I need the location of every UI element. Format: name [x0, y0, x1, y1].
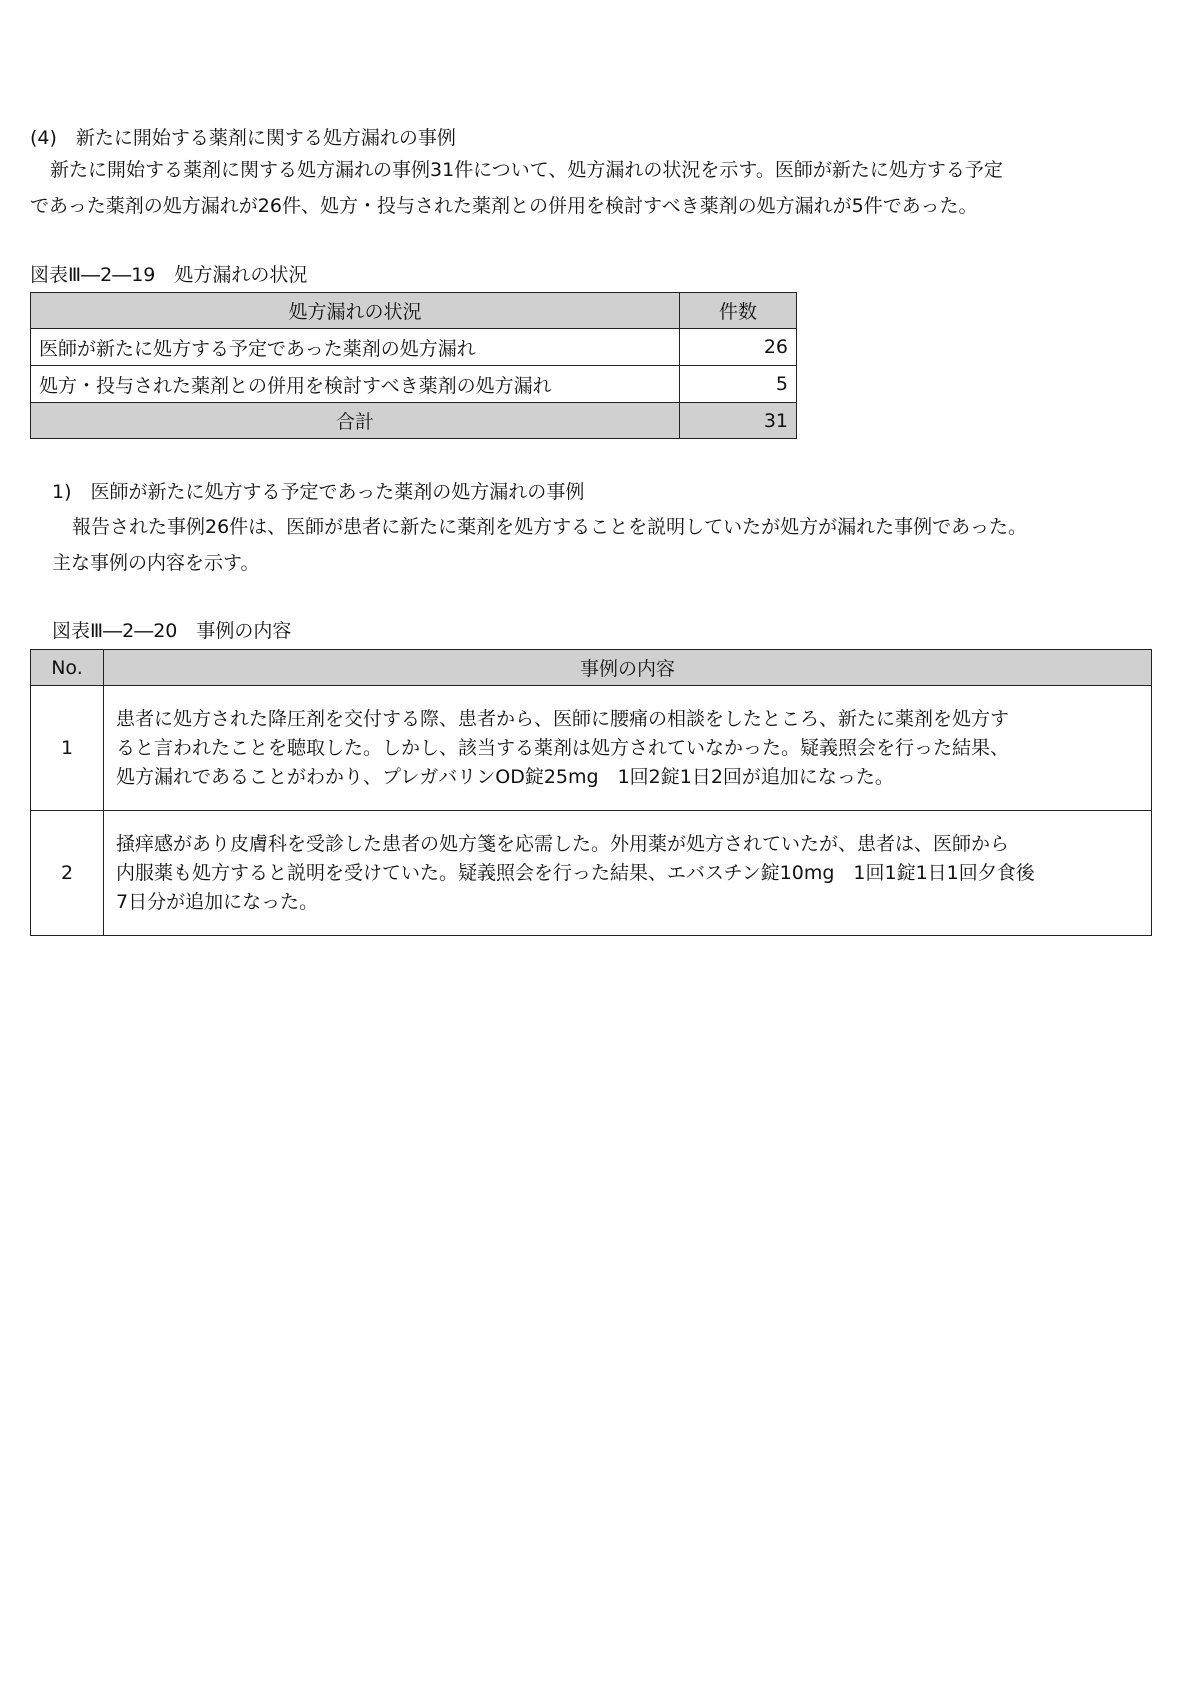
table-header-row — [31, 650, 1152, 686]
paragraph-line: 報告された事例26件は、医師が患者に新たに薬剤を処方することを説明していたが処方が漏れた事例であった。 — [72, 516, 1027, 538]
case-content-table — [30, 649, 1152, 936]
content-line: 処方漏れであることがわかり、プレガバリンOD錠25mg 1回2錠1日2回が追加になった。 — [116, 765, 894, 788]
section-paragraph — [30, 152, 1003, 224]
section-heading: (4) 新たに開始する薬剤に関する処方漏れの事例 — [30, 127, 456, 149]
content-line: 内服薬も処方すると説明を受けていた。疑義照会を行った結果、エバスチン錠10mg 1回1錠1日1回夕食後 — [116, 861, 1035, 884]
content-line: 掻痒感があり皮膚科を受診した患者の処方箋を応需した。外用薬が処方されていたが、患者は、医師から — [116, 832, 1010, 855]
subsection-paragraph — [52, 509, 1027, 581]
row-label: 医師が新たに処方する予定であった薬剤の処方漏れ — [31, 329, 680, 366]
header-no: No. — [31, 650, 104, 686]
table-row — [31, 686, 1152, 811]
paragraph-line: 主な事例の内容を示す。 — [52, 552, 260, 574]
case-no: 1 — [31, 686, 104, 811]
row-count: 26 — [680, 329, 797, 366]
header-count: 件数 — [680, 293, 797, 329]
table2-caption: 図表Ⅲ―2―20 事例の内容 — [52, 620, 292, 642]
table-row — [31, 366, 797, 403]
total-count: 31 — [680, 403, 797, 439]
content-line: 患者に処方された降圧剤を交付する際、患者から、医師に腰痛の相談をしたところ、新たに薬剤を処方す — [116, 707, 1010, 730]
header-status: 処方漏れの状況 — [31, 293, 680, 329]
table-header-row — [31, 293, 797, 329]
row-count: 5 — [680, 366, 797, 403]
case-content — [104, 811, 1152, 936]
case-content — [104, 686, 1152, 811]
table-row — [31, 811, 1152, 936]
table1-caption: 図表Ⅲ―2―19 処方漏れの状況 — [30, 264, 308, 286]
subsection-heading: 1) 医師が新たに処方する予定であった薬剤の処方漏れの事例 — [52, 481, 585, 503]
header-content: 事例の内容 — [104, 650, 1152, 686]
content-line: 7日分が追加になった。 — [116, 890, 319, 913]
content-line: ると言われたことを聴取した。しかし、該当する薬剤は処方されていなかった。疑義照会を行った結果、 — [116, 736, 1010, 759]
paragraph-line: であった薬剤の処方漏れが26件、処方・投与された薬剤との併用を検討すべき薬剤の処方漏れが5件であった。 — [30, 195, 978, 217]
total-row — [31, 403, 797, 439]
paragraph-line: 新たに開始する薬剤に関する処方漏れの事例31件について、処方漏れの状況を示す。医師が新たに処方する予定 — [50, 159, 1003, 181]
table-row — [31, 329, 797, 366]
case-no: 2 — [31, 811, 104, 936]
prescription-omission-table — [30, 292, 797, 439]
row-label: 処方・投与された薬剤との併用を検討すべき薬剤の処方漏れ — [31, 366, 680, 403]
total-label: 合計 — [31, 403, 680, 439]
